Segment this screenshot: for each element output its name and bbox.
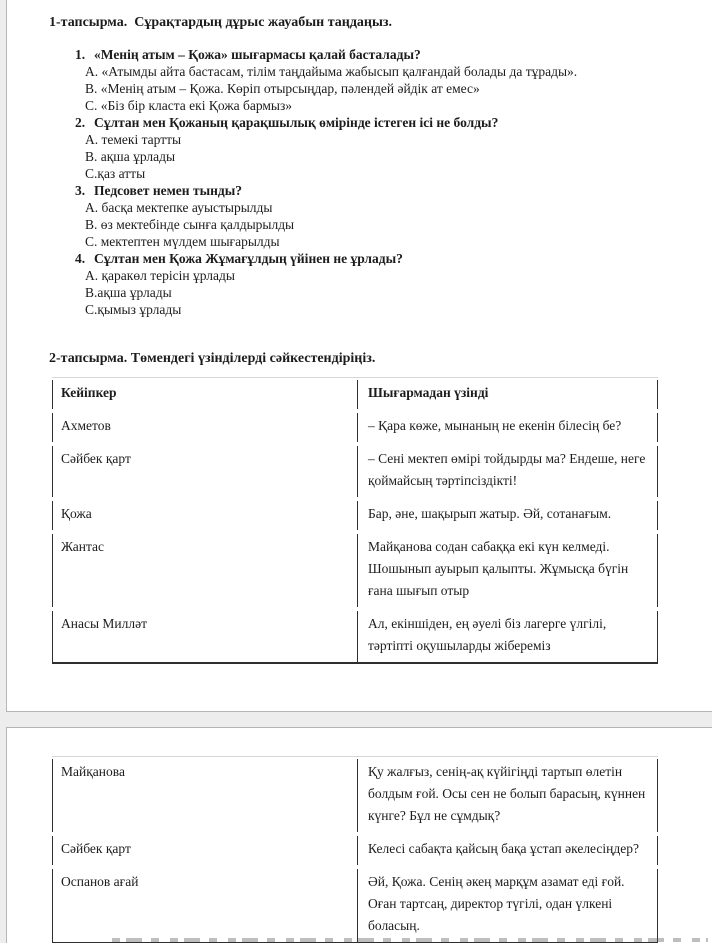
answer-option: С. мектептен мүлдем шығарылды — [85, 234, 280, 249]
table-row — [52, 611, 658, 662]
answer-option: В. ақша ұрлады — [85, 149, 176, 164]
answer-option: В.ақша ұрлады — [85, 285, 172, 300]
answer-option: С.қаз атты — [85, 166, 146, 181]
document-page-1 — [6, 0, 712, 712]
clipped-text-line — [112, 938, 708, 942]
document-page-2 — [6, 727, 712, 943]
table-header-row — [52, 380, 658, 409]
question-number: 4. — [75, 251, 86, 266]
question-item — [75, 46, 712, 114]
task2-title: 2-тапсырма. Төмендегі үзінділерді сәйкестендіріңіз. — [49, 351, 376, 366]
character-cell: Қожа — [52, 501, 357, 530]
question-text: «Менің атым – Қожа» шығармасы қалай басталады? — [94, 47, 421, 62]
excerpt-cell: Келесі сабақта қайсың бақа ұстап әкелесіңдер? — [357, 836, 658, 865]
answer-option: С. «Біз бір класта екі Қожа бармыз» — [85, 98, 293, 113]
question-item — [75, 182, 712, 250]
answer-option: А. «Атымды айта бастасам, тілім таңдайыма жабысып қалғандай болады да тұрады». — [85, 64, 578, 79]
question-number: 3. — [75, 183, 86, 198]
character-cell: Сәйбек қарт — [52, 836, 357, 865]
question-text: Сұлтан мен Қожаның қарақшылық өмірінде істеген ісі не болды? — [94, 115, 499, 130]
table-row — [52, 869, 658, 942]
character-cell: Жантас — [52, 534, 357, 607]
table-row — [52, 446, 658, 497]
answer-option: С.қымыз ұрлады — [85, 302, 182, 317]
answer-option: А. басқа мектепке ауыстырылды — [85, 200, 273, 215]
answer-option: В. «Менің атым – Қожа. Көріп отырсыңдар, пәлендей әйдік ат емес» — [85, 81, 480, 96]
answer-option: А. темекі тартты — [85, 132, 182, 147]
table-header-excerpt: Шығармадан үзінді — [357, 380, 658, 409]
question-text: Педсовет немен тынды? — [94, 183, 243, 198]
excerpt-cell: Әй, Қожа. Сенің әкең марқұм азамат еді ғой. Оған тартсаң, директор түгілі, одан үлкені боласың. — [357, 869, 658, 942]
table-row — [52, 413, 658, 442]
question-number: 2. — [75, 115, 86, 130]
character-cell: Оспанов ағай — [52, 869, 357, 942]
table-header-character: Кейіпкер — [52, 380, 357, 409]
matching-table-page2 — [52, 756, 658, 943]
question-item — [75, 114, 712, 182]
task1-title: 1-тапсырма. Сұрақтардың дұрыс жауабын таңдаңыз. — [49, 15, 393, 30]
matching-table-page1 — [52, 377, 658, 664]
question-heading — [75, 182, 712, 199]
excerpt-cell: Бар, әне, шақырып жатыр. Әй, сотанағым. — [357, 501, 658, 530]
table-row — [52, 501, 658, 530]
question-heading — [75, 114, 712, 131]
character-cell: Анасы Милләт — [52, 611, 357, 662]
question-heading — [75, 250, 712, 267]
table-row — [52, 534, 658, 607]
table-row — [52, 836, 658, 865]
question-text: Сұлтан мен Қожа Жұмағұлдың үйінен не ұрлады? — [94, 251, 403, 266]
excerpt-cell: – Сені мектеп өмірі тойдырды ма? Ендеше, неге қоймайсың тәртіпсіздікті! — [357, 446, 658, 497]
character-cell: Майқанова — [52, 759, 357, 832]
question-item — [75, 250, 712, 318]
character-cell: Сәйбек қарт — [52, 446, 357, 497]
question-number: 1. — [75, 47, 86, 62]
character-cell: Ахметов — [52, 413, 357, 442]
excerpt-cell: Ал, екіншіден, ең әуелі біз лагерге үлгілі, тәртіпті оқушыларды жібереміз — [357, 611, 658, 662]
task1-question-list — [75, 46, 712, 318]
question-heading — [75, 46, 712, 63]
excerpt-cell: Қу жалғыз, сенің-ақ күйігіңді тартып өлетін болдым ғой. Осы сен не болып барасың, күннен күнге? Бұл не сұмдық? — [357, 759, 658, 832]
excerpt-cell: – Қара көже, мынаның не екенін білесің бе? — [357, 413, 658, 442]
table-row — [52, 759, 658, 832]
answer-option: А. қаракөл терісін ұрлады — [85, 268, 235, 283]
excerpt-cell: Майқанова содан сабаққа екі күн келмеді. Шошынып ауырып қалыпты. Жұмысқа бүгін ғана шығып отыр — [357, 534, 658, 607]
answer-option: В. өз мектебінде сынға қалдырылды — [85, 217, 295, 232]
